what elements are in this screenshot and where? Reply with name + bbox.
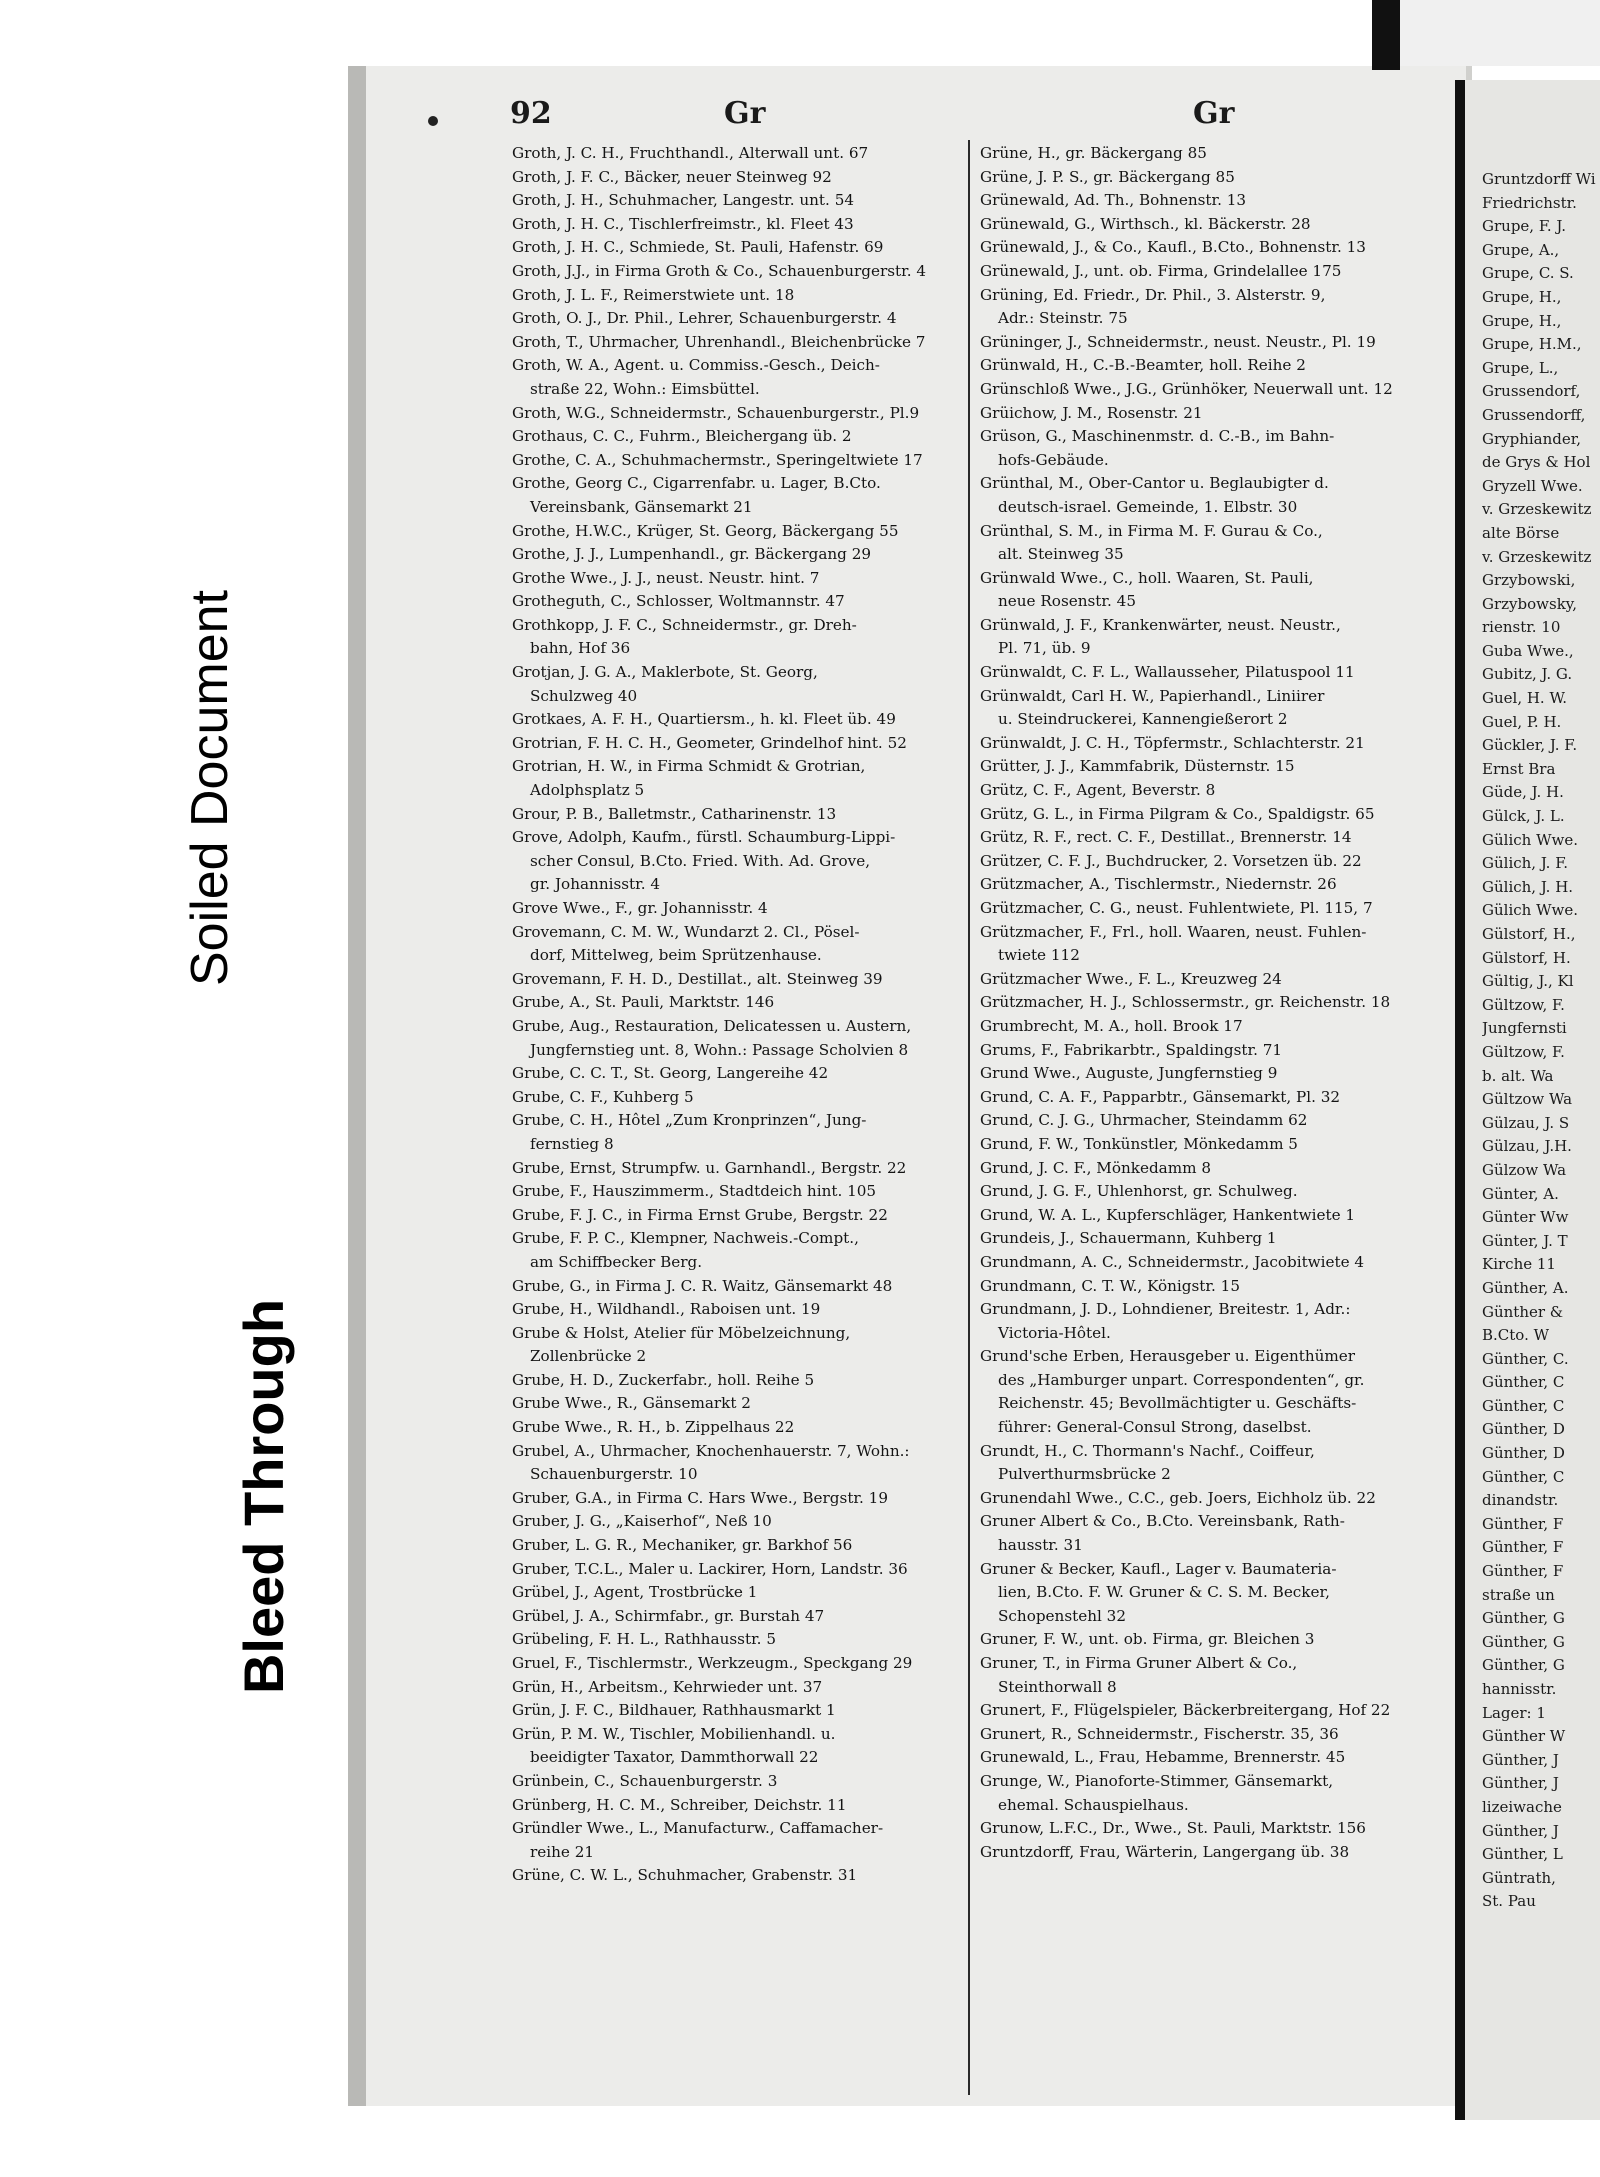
directory-entry: Grunert, R., Schneidermstr., Fischerstr. 35, 36 [980, 1724, 1339, 1743]
margin-entry: Gülich, J. F. [1482, 854, 1569, 873]
directory-entry: Grube, G., in Firma J. C. R. Waitz, Gänsemarkt 48 [512, 1276, 893, 1295]
directory-entry-continuation: deutsch-israel. Gemeinde, 1. Elbstr. 30 [998, 497, 1298, 516]
margin-entry: Günther, F [1482, 1562, 1564, 1581]
directory-entry: Groth, J. H., Schuhmacher, Langestr. unt. 54 [512, 191, 855, 210]
directory-entry: Grube Wwe., R., Gänsemarkt 2 [512, 1394, 751, 1413]
directory-entry-continuation: Pulverthurmsbrücke 2 [998, 1465, 1171, 1484]
directory-entry: Grüne, J. P. S., gr. Bäckergang 85 [980, 167, 1235, 186]
directory-entry: Grothe, H.W.C., Krüger, St. Georg, Bäckergang 55 [512, 521, 899, 540]
margin-entry: Güntrath, [1482, 1868, 1556, 1887]
directory-entry-continuation: Zollenbrücke 2 [530, 1347, 647, 1366]
margin-entry: Grupe, A., [1482, 240, 1560, 259]
margin-entry: B.Cto. W [1482, 1326, 1550, 1345]
directory-entry: Grundmann, J. D., Lohndiener, Breitestr. 1, Adr.: [980, 1300, 1351, 1319]
margin-entry: Günther, G [1482, 1656, 1565, 1675]
directory-entry: Grund'sche Erben, Herausgeber u. Eigenthümer [980, 1347, 1356, 1366]
directory-entry: Grums, F., Fabrikarbtr., Spaldingstr. 71 [980, 1040, 1283, 1059]
directory-entry: Grüninger, J., Schneidermstr., neust. Neustr., Pl. 19 [980, 332, 1376, 351]
directory-entry: Grotrian, F. H. C. H., Geometer, Grindelhof hint. 52 [512, 733, 907, 752]
margin-entry: Grussendorff, [1482, 405, 1586, 424]
directory-entry: Grotheguth, C., Schlosser, Woltmannstr. 47 [512, 592, 845, 611]
directory-entry: Grovemann, F. H. D., Destillat., alt. Steinweg 39 [512, 969, 883, 988]
margin-entry: lizeiwache [1482, 1797, 1562, 1816]
directory-entry: Grube, F. J. C., in Firma Ernst Grube, Bergstr. 22 [512, 1205, 888, 1224]
page-number: 92 [510, 96, 552, 131]
directory-entry: Grübel, J. A., Schirmfabr., gr. Burstah 47 [512, 1606, 825, 1625]
directory-entry: Grothaus, C. C., Fuhrm., Bleichergang üb. 2 [512, 427, 852, 446]
directory-entry: Grunow, L.F.C., Dr., Wwe., St. Pauli, Marktstr. 156 [980, 1819, 1366, 1838]
directory-entry: Grunert, F., Flügelspieler, Bäckerbreitergang, Hof 22 [980, 1701, 1391, 1720]
directory-entry: Grünthal, M., Ober-Cantor u. Beglaubigter d. [980, 474, 1329, 493]
directory-entry: Grüichow, J. M., Rosenstr. 21 [980, 403, 1203, 422]
directory-entry-continuation: Steinthorwall 8 [998, 1677, 1117, 1696]
margin-entry: Gryzell Wwe. [1482, 476, 1583, 495]
left-column [512, 142, 982, 1888]
directory-entry: Grund, C. J. G., Uhrmacher, Steindamm 62 [980, 1111, 1308, 1130]
directory-entry: Grube, Aug., Restauration, Delicatessen u. Austern, [512, 1016, 912, 1035]
directory-entry: Grütter, J. J., Kammfabrik, Düsternstr. 15 [980, 757, 1295, 776]
directory-entry: Grün, P. M. W., Tischler, Mobilienhandl. u. [512, 1724, 836, 1743]
directory-entry: Groth, J.J., in Firma Groth & Co., Schauenburgerstr. 4 [512, 261, 927, 280]
directory-entry: Grube, C. H., Hôtel „Zum Kronprinzen“, Jung- [512, 1111, 867, 1130]
directory-entry: Grour, P. B., Balletmstr., Catharinenstr. 13 [512, 804, 837, 823]
directory-entry: Gruner, F. W., unt. ob. Firma, gr. Bleichen 3 [980, 1630, 1315, 1649]
binding-shadow [1372, 0, 1400, 70]
directory-entry: Grube, C. F., Kuhberg 5 [512, 1087, 694, 1106]
directory-entry: Grube, H. D., Zuckerfabr., holl. Reihe 5 [512, 1370, 815, 1389]
directory-entry: Grothkopp, J. F. C., Schneidermstr., gr. Dreh- [512, 615, 857, 634]
directory-entry: Grünthal, S. M., in Firma M. F. Gurau & Co., [980, 521, 1323, 540]
directory-entry-continuation: reihe 21 [530, 1842, 595, 1861]
directory-entry: Groth, W. A., Agent. u. Commiss.-Gesch., Deich- [512, 356, 880, 375]
directory-entry: Grünewald, Ad. Th., Bohnenstr. 13 [980, 191, 1247, 210]
margin-entry: Gubitz, J. G. [1482, 665, 1573, 684]
margin-entry: Grupe, H., [1482, 287, 1562, 306]
margin-entry: Günther, D [1482, 1420, 1565, 1439]
margin-entry: Günther, C [1482, 1467, 1565, 1486]
directory-entry: Gruntzdorff, Frau, Wärterin, Langergang üb. 38 [980, 1842, 1350, 1861]
margin-entry: Günther, G [1482, 1609, 1565, 1628]
directory-entry: Grützmacher Wwe., F. L., Kreuzweg 24 [980, 969, 1282, 988]
margin-entry: Ernst Bra [1482, 759, 1556, 778]
margin-entry: alte Börse [1482, 523, 1560, 542]
margin-entry: Günther, C [1482, 1373, 1565, 1392]
margin-entry: Günther, F [1482, 1538, 1564, 1557]
directory-entry-continuation: twiete 112 [998, 946, 1080, 965]
directory-entry: Groth, T., Uhrmacher, Uhrenhandl., Bleichenbrücke 7 [512, 332, 926, 351]
directory-entry: Grotjan, J. G. A., Maklerbote, St. Georg, [512, 663, 818, 682]
directory-entry-continuation: führer: General-Consul Strong, daselbst. [998, 1418, 1312, 1437]
margin-entry: Gülzow Wa [1482, 1160, 1567, 1179]
directory-entry: Grütz, C. F., Agent, Beverstr. 8 [980, 781, 1216, 800]
bleed-through-label [212, 1186, 316, 1806]
margin-entry: straße un [1482, 1585, 1555, 1604]
directory-entry-continuation: u. Steindruckerei, Kannengießerort 2 [998, 710, 1288, 729]
margin-entry: Grupe, H.M., [1482, 335, 1582, 354]
directory-entry: Grünwaldt, J. C. H., Töpfermstr., Schlachterstr. 21 [980, 733, 1365, 752]
margin-entry: Günther, G [1482, 1632, 1565, 1651]
margin-entry: Grzybowski, [1482, 571, 1576, 590]
directory-entry-continuation: dorf, Mittelweg, beim Sprützenhause. [530, 946, 822, 965]
directory-entry: Grünschloß Wwe., J.G., Grünhöker, Neuerwall unt. 12 [980, 379, 1393, 398]
directory-entry-continuation: Adr.: Steinstr. 75 [998, 309, 1128, 328]
directory-entry: Grützmacher, A., Tischlermstr., Niedernstr. 26 [980, 875, 1337, 894]
directory-entry: Grünbein, C., Schauenburgerstr. 3 [512, 1771, 778, 1790]
directory-entry-continuation: neue Rosenstr. 45 [998, 592, 1136, 611]
margin-entry: Günther, A. [1482, 1278, 1569, 1297]
directory-entry: Grünwald, J. F., Krankenwärter, neust. Neustr., [980, 615, 1341, 634]
margin-entry: Gülich, J. H. [1482, 877, 1574, 896]
directory-entry: Grove, Adolph, Kaufm., fürstl. Schaumburg-Lippi- [512, 828, 896, 847]
margin-entry: Günther & [1482, 1302, 1564, 1321]
directory-entry: Grothe, C. A., Schuhmachermstr., Speringeltwiete 17 [512, 450, 923, 469]
directory-entry: Grunewald, L., Frau, Hebamme, Brennerstr. 45 [980, 1748, 1346, 1767]
margin-entry: dinandstr. [1482, 1491, 1559, 1510]
margin-entry: Grupe, F. J. [1482, 217, 1567, 236]
directory-entry-continuation: bahn, Hof 36 [530, 639, 631, 658]
margin-entry: b. alt. Wa [1482, 1066, 1554, 1085]
margin-entry: Gryphiander, [1482, 429, 1582, 448]
margin-entry: Gülich Wwe. [1482, 901, 1578, 920]
directory-entry: Gruner & Becker, Kaufl., Lager v. Baumateria- [980, 1559, 1337, 1578]
directory-entry-continuation: fernstieg 8 [530, 1134, 614, 1153]
margin-entry: Günther, L [1482, 1845, 1563, 1864]
directory-entry: Grube, Ernst, Strumpfw. u. Garnhandl., Bergstr. 22 [512, 1158, 907, 1177]
margin-entry: Grupe, C. S. [1482, 264, 1574, 283]
directory-entry: Grovemann, C. M. W., Wundarzt 2. Cl., Pösel- [512, 922, 860, 941]
margin-entry: Gülstorf, H., [1482, 925, 1576, 943]
directory-entry-continuation: hofs-Gebäude. [998, 450, 1109, 469]
directory-entry-continuation: straße 22, Wohn.: Eimsbüttel. [530, 379, 760, 398]
top-background-strip [1372, 0, 1600, 66]
directory-entry-continuation: am Schiffbecker Berg. [530, 1252, 703, 1271]
margin-entry: v. Grzeskewitz [1482, 547, 1592, 566]
directory-entry: Gruner Albert & Co., B.Cto. Vereinsbank, Rath- [980, 1512, 1345, 1531]
directory-entry: Grüson, G., Maschinenmstr. d. C.-B., im Bahn- [980, 427, 1335, 446]
next-page-margin-column [1482, 168, 1600, 1914]
directory-entry: Grübel, J., Agent, Trostbrücke 1 [512, 1583, 758, 1602]
directory-entry-continuation: Vereinsbank, Gänsemarkt 21 [530, 497, 753, 516]
margin-entry: Gruntzdorff Wi [1482, 170, 1596, 188]
margin-entry: Gülzau, J. S [1482, 1113, 1570, 1132]
margin-entry: v. Grzeskewitz [1482, 500, 1592, 519]
directory-entry: Grützmacher, C. G., neust. Fuhlentwiete, Pl. 115, 7 [980, 899, 1373, 917]
directory-entry: Grundmann, C. T. W., Königstr. 15 [980, 1276, 1240, 1295]
directory-entry: Grotkaes, A. F. H., Quartiersm., h. kl. Fleet üb. 49 [512, 710, 896, 729]
margin-entry: Gültig, J., Kl [1482, 972, 1574, 991]
directory-entry: Grünwaldt, Carl H. W., Papierhandl., Liniirer [980, 686, 1325, 705]
margin-entry: hannisstr. [1482, 1680, 1557, 1698]
directory-entry: Grütz, G. L., in Firma Pilgram & Co., Spaldigstr. 65 [980, 804, 1375, 823]
margin-entry: rienstr. 10 [1482, 618, 1561, 637]
directory-entry-continuation: Victoria-Hôtel. [998, 1323, 1111, 1342]
page-dot-mark [428, 116, 438, 126]
margin-entry: Günther, J [1482, 1821, 1559, 1840]
directory-entry: Groth, J. C. H., Fruchthandl., Alterwall unt. 67 [512, 144, 869, 162]
directory-entry: Grund, F. W., Tonkünstler, Mönkedamm 5 [980, 1134, 1298, 1153]
directory-entry: Grüne, C. W. L., Schuhmacher, Grabenstr. 31 [512, 1866, 858, 1885]
directory-entry: Groth, W.G., Schneidermstr., Schauenburgerstr., Pl.9 [512, 403, 920, 422]
directory-entry-continuation: hausstr. 31 [998, 1536, 1083, 1555]
directory-entry-continuation: alt. Steinweg 35 [998, 545, 1124, 564]
margin-entry: Grzybowsky, [1482, 594, 1578, 613]
directory-entry: Grün, H., Arbeitsm., Kehrwieder unt. 37 [512, 1677, 823, 1696]
margin-entry: Güde, J. H. [1482, 783, 1564, 802]
margin-entry: Grussendorf, [1482, 382, 1581, 401]
right-heading: Gr [1193, 96, 1235, 131]
directory-entry: Groth, J. L. F., Reimerstwiete unt. 18 [512, 285, 795, 304]
margin-entry: Grupe, L., [1482, 358, 1559, 377]
directory-entry: Grünewald, G., Wirthsch., kl. Bäckerstr. 28 [980, 214, 1311, 233]
directory-entry: Grund Wwe., Auguste, Jungfernstieg 9 [980, 1064, 1278, 1083]
margin-entry: Gülstorf, H. [1482, 948, 1571, 967]
directory-entry: Grund, J. C. F., Mönkedamm 8 [980, 1158, 1212, 1177]
directory-entry: Grund, C. A. F., Papparbtr., Gänsemarkt, Pl. 32 [980, 1087, 1341, 1106]
directory-entry-continuation: Reichenstr. 45; Bevollmächtigter u. Geschäfts- [998, 1394, 1357, 1413]
margin-entry: Günther, J [1482, 1750, 1559, 1769]
directory-entry: Gruber, G.A., in Firma C. Hars Wwe., Bergstr. 19 [512, 1488, 888, 1507]
directory-entry: Grove Wwe., F., gr. Johannisstr. 4 [512, 899, 768, 917]
directory-entry: Grünewald, J., & Co., Kaufl., B.Cto., Bohnenstr. 13 [980, 238, 1366, 257]
directory-entry: Grund, J. G. F., Uhlenhorst, gr. Schulweg. [980, 1182, 1298, 1201]
margin-entry: Günther, D [1482, 1444, 1565, 1463]
directory-entry-continuation: ehemal. Schauspielhaus. [998, 1795, 1189, 1814]
directory-entry: Grothe, Georg C., Cigarrenfabr. u. Lager, B.Cto. [512, 474, 881, 493]
directory-entry: Grothe Wwe., J. J., neust. Neustr. hint. 7 [512, 568, 820, 587]
margin-entry: Gültzow, F. [1482, 1042, 1565, 1061]
directory-entry: Gruber, T.C.L., Maler u. Lackirer, Horn, Landstr. 36 [512, 1559, 908, 1578]
directory-entry: Grünwald, H., C.-B.-Beamter, holl. Reihe 2 [980, 356, 1306, 375]
directory-entry-continuation: Schulzweg 40 [530, 686, 638, 705]
directory-entry: Groth, O. J., Dr. Phil., Lehrer, Schauenburgerstr. 4 [512, 309, 897, 328]
directory-entry-continuation: Schopenstehl 32 [998, 1606, 1127, 1625]
directory-entry: Grützmacher, H. J., Schlossermstr., gr. Reichenstr. 18 [980, 993, 1391, 1012]
directory-entry: Groth, J. H. C., Schmiede, St. Pauli, Hafenstr. 69 [512, 238, 884, 257]
margin-entry: Jungfernsti [1482, 1019, 1567, 1038]
directory-entry-continuation: Jungfernstieg unt. 8, Wohn.: Passage Scholvien 8 [530, 1040, 909, 1059]
directory-entry: Grotrian, H. W., in Firma Schmidt & Grotrian, [512, 757, 866, 776]
directory-entry: Gruner, T., in Firma Gruner Albert & Co., [980, 1654, 1298, 1672]
margin-entry: Friedrichstr. [1482, 193, 1577, 212]
directory-entry: Grund, W. A. L., Kupferschläger, Hankentwiete 1 [980, 1205, 1356, 1224]
directory-entry: Grube, H., Wildhandl., Raboisen unt. 19 [512, 1300, 821, 1319]
directory-entry: Grundeis, J., Schauermann, Kuhberg 1 [980, 1229, 1277, 1248]
margin-entry: Lager: 1 [1482, 1703, 1546, 1722]
directory-entry: Grützmacher, F., Frl., holl. Waaren, neust. Fuhlen- [980, 922, 1367, 941]
column-divider [968, 140, 970, 2095]
directory-entry: Grünwald Wwe., C., holl. Waaren, St. Pauli, [980, 568, 1314, 587]
directory-entry: Grünberg, H. C. M., Schreiber, Deichstr. 11 [512, 1795, 847, 1814]
directory-entry-continuation: Pl. 71, üb. 9 [998, 639, 1091, 658]
margin-entry: Günther, J [1482, 1774, 1559, 1793]
directory-entry: Grünwaldt, C. F. L., Wallausseher, Pilatuspool 11 [980, 663, 1355, 682]
directory-entry: Grüne, H., gr. Bäckergang 85 [980, 144, 1207, 162]
margin-entry: Günter, J. T [1482, 1231, 1568, 1250]
directory-entry: Grütz, R. F., rect. C. F., Destillat., Brennerstr. 14 [980, 828, 1352, 847]
soiled-document-label [158, 488, 262, 1088]
margin-entry: Gültzow, F. [1482, 995, 1565, 1014]
soiled-document-label-text: Soiled Document [181, 590, 239, 986]
directory-entry-continuation: gr. Johannisstr. 4 [530, 875, 661, 894]
directory-entry: Grube, C. C. T., St. Georg, Langereihe 42 [512, 1064, 829, 1083]
directory-entry: Grubel, A., Uhrmacher, Knochenhauerstr. 7, Wohn.: [512, 1441, 910, 1460]
margin-entry: Günther, F [1482, 1514, 1564, 1533]
margin-entry: Günther W [1482, 1727, 1566, 1746]
directory-entry: Grunendahl Wwe., C.C., geb. Joers, Eichholz üb. 22 [980, 1488, 1376, 1507]
directory-entry: Gründler Wwe., L., Manufacturw., Caffamacher- [512, 1819, 884, 1838]
directory-entry: Grübeling, F. H. L., Rathhausstr. 5 [512, 1630, 776, 1649]
margin-entry: Gülzau, J.H. [1482, 1137, 1572, 1156]
directory-entry-continuation: scher Consul, B.Cto. Fried. With. Ad. Grove, [530, 851, 871, 870]
directory-entry: Grube, F., Hauszimmerm., Stadtdeich hint. 105 [512, 1182, 877, 1201]
directory-entry-continuation: Schauenburgerstr. 10 [530, 1465, 698, 1484]
margin-entry: Gückler, J. F. [1482, 736, 1578, 755]
directory-entry-continuation: Adolphsplatz 5 [530, 781, 645, 800]
margin-entry: St. Pau [1482, 1892, 1536, 1911]
directory-entry: Grube, A., St. Pauli, Marktstr. 146 [512, 993, 775, 1012]
directory-entry-continuation: des „Hamburger unpart. Correspondenten“, gr. [998, 1370, 1365, 1389]
margin-entry: Guel, H. W. [1482, 689, 1568, 708]
left-heading: Gr [724, 96, 766, 131]
directory-entry: Grützer, C. F. J., Buchdrucker, 2. Vorsetzen üb. 22 [980, 851, 1362, 870]
margin-entry: Gülich Wwe. [1482, 830, 1578, 849]
margin-entry: Guba Wwe., [1482, 641, 1574, 660]
directory-entry: Gruber, L. G. R., Mechaniker, gr. Barkhof 56 [512, 1536, 853, 1555]
margin-entry: Gültzow Wa [1482, 1090, 1573, 1109]
directory-entry: Gruber, J. G., „Kaiserhof“, Neß 10 [512, 1512, 772, 1531]
directory-entry: Grundmann, A. C., Schneidermstr., Jacobitwiete 4 [980, 1252, 1365, 1271]
directory-entry: Grube & Holst, Atelier für Möbelzeichnung, [512, 1323, 851, 1342]
directory-entry: Gruel, F., Tischlermstr., Werkzeugm., Speckgang 29 [512, 1654, 913, 1672]
margin-entry: Günther, C. [1482, 1349, 1569, 1368]
margin-entry: Guel, P. H. [1482, 712, 1562, 731]
directory-entry: Grün, J. F. C., Bildhauer, Rathhausmarkt 1 [512, 1701, 836, 1720]
directory-entry: Grumbrecht, M. A., holl. Brook 17 [980, 1016, 1243, 1035]
bleed-through-label-text: Bleed Through [232, 1298, 296, 1694]
margin-entry: de Grys & Hol [1482, 453, 1591, 472]
directory-entry: Grothe, J. J., Lumpenhandl., gr. Bäckergang 29 [512, 545, 872, 564]
margin-entry: Gülck, J. L. [1482, 807, 1565, 826]
directory-entry: Groth, J. H. C., Tischlerfreimstr., kl. Fleet 43 [512, 214, 854, 233]
directory-entry-continuation: beeidigter Taxator, Dammthorwall 22 [530, 1748, 819, 1767]
directory-entry-continuation: lien, B.Cto. F. W. Gruner & C. S. M. Becker, [998, 1583, 1330, 1602]
right-column [980, 142, 1438, 1864]
margin-entry: Günter Ww [1482, 1208, 1569, 1227]
margin-entry: Kirche 11 [1482, 1255, 1556, 1274]
directory-entry: Groth, J. F. C., Bäcker, neuer Steinweg 92 [512, 167, 832, 186]
directory-entry: Grube, F. P. C., Klempner, Nachweis.-Compt., [512, 1229, 859, 1248]
margin-entry: Grupe, H., [1482, 311, 1562, 330]
margin-entry: Günther, C [1482, 1396, 1565, 1415]
directory-entry: Grundt, H., C. Thormann's Nachf., Coiffeur, [980, 1441, 1315, 1460]
directory-entry: Grünewald, J., unt. ob. Firma, Grindelallee 175 [980, 261, 1342, 280]
directory-entry: Grube Wwe., R. H., b. Zippelhaus 22 [512, 1418, 795, 1437]
directory-entry: Grunge, W., Pianoforte-Stimmer, Gänsemarkt, [980, 1771, 1334, 1790]
directory-entry: Grüning, Ed. Friedr., Dr. Phil., 3. Alsterstr. 9, [980, 285, 1326, 304]
margin-entry: Günter, A. [1482, 1184, 1559, 1203]
